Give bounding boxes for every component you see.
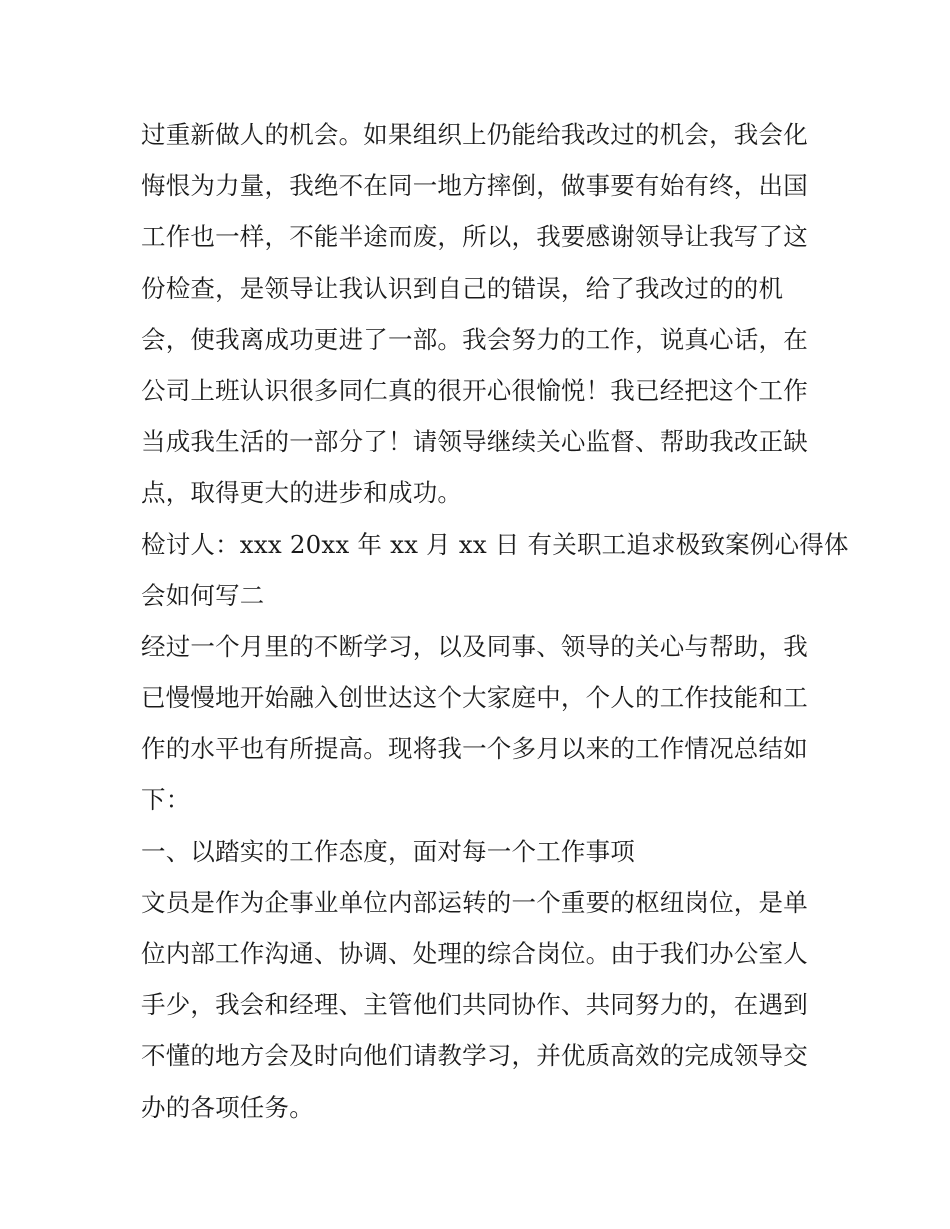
text-line: 会，使我离成功更进了一部。我会努力的工作，说真心话，在 bbox=[141, 324, 808, 354]
text-line: 过重新做人的机会。如果组织上仍能给我改过的机会，我会化 bbox=[141, 120, 808, 149]
text-line: 办的各项任务。 bbox=[141, 1092, 314, 1122]
text-line: 已慢慢地开始融入创世达这个大家庭中，个人的工作技能和工 bbox=[141, 683, 808, 713]
text-line: 份检查，是领导让我认识到自己的错误，给了我改过的的机 bbox=[141, 273, 784, 303]
text-line: 公司上班认识很多同仁真的很开心很愉悦！我已经把这个工作 bbox=[141, 375, 808, 405]
subheading-line: 一、以踏实的工作态度，面对每一个工作事项 bbox=[141, 836, 635, 866]
text-line: 点，取得更大的进步和成功。 bbox=[141, 478, 463, 508]
document-body bbox=[141, 109, 849, 1133]
text-line: 工作也一样，不能半途而废，所以，我要感谢领导让我写了这 bbox=[141, 222, 808, 252]
section-title-line: 会如何写二 bbox=[141, 580, 265, 610]
text-line: 下： bbox=[141, 785, 191, 815]
text-line: 经过一个月里的不断学习，以及同事、领导的关心与帮助，我 bbox=[141, 631, 808, 661]
signature-line: 检讨人：xxx 20xx 年 xx 月 xx 日 有关职工追求极致案例心得体 bbox=[141, 529, 849, 559]
text-line: 手少，我会和经理、主管他们共同协作、共同努力的，在遇到 bbox=[141, 990, 808, 1020]
text-line: 悔恨为力量，我绝不在同一地方摔倒，做事要有始有终，出国 bbox=[141, 171, 808, 201]
text-line: 文员是作为企事业单位内部运转的一个重要的枢纽岗位，是单 bbox=[141, 887, 808, 917]
text-line: 当成我生活的一部分了！请领导继续关心监督、帮助我改正缺 bbox=[141, 427, 808, 457]
text-line: 不懂的地方会及时向他们请教学习，并优质高效的完成领导交 bbox=[141, 1041, 808, 1071]
text-line: 位内部工作沟通、协调、处理的综合岗位。由于我们办公室人 bbox=[141, 939, 808, 968]
text-line: 作的水平也有所提高。现将我一个多月以来的工作情况总结如 bbox=[141, 734, 808, 764]
